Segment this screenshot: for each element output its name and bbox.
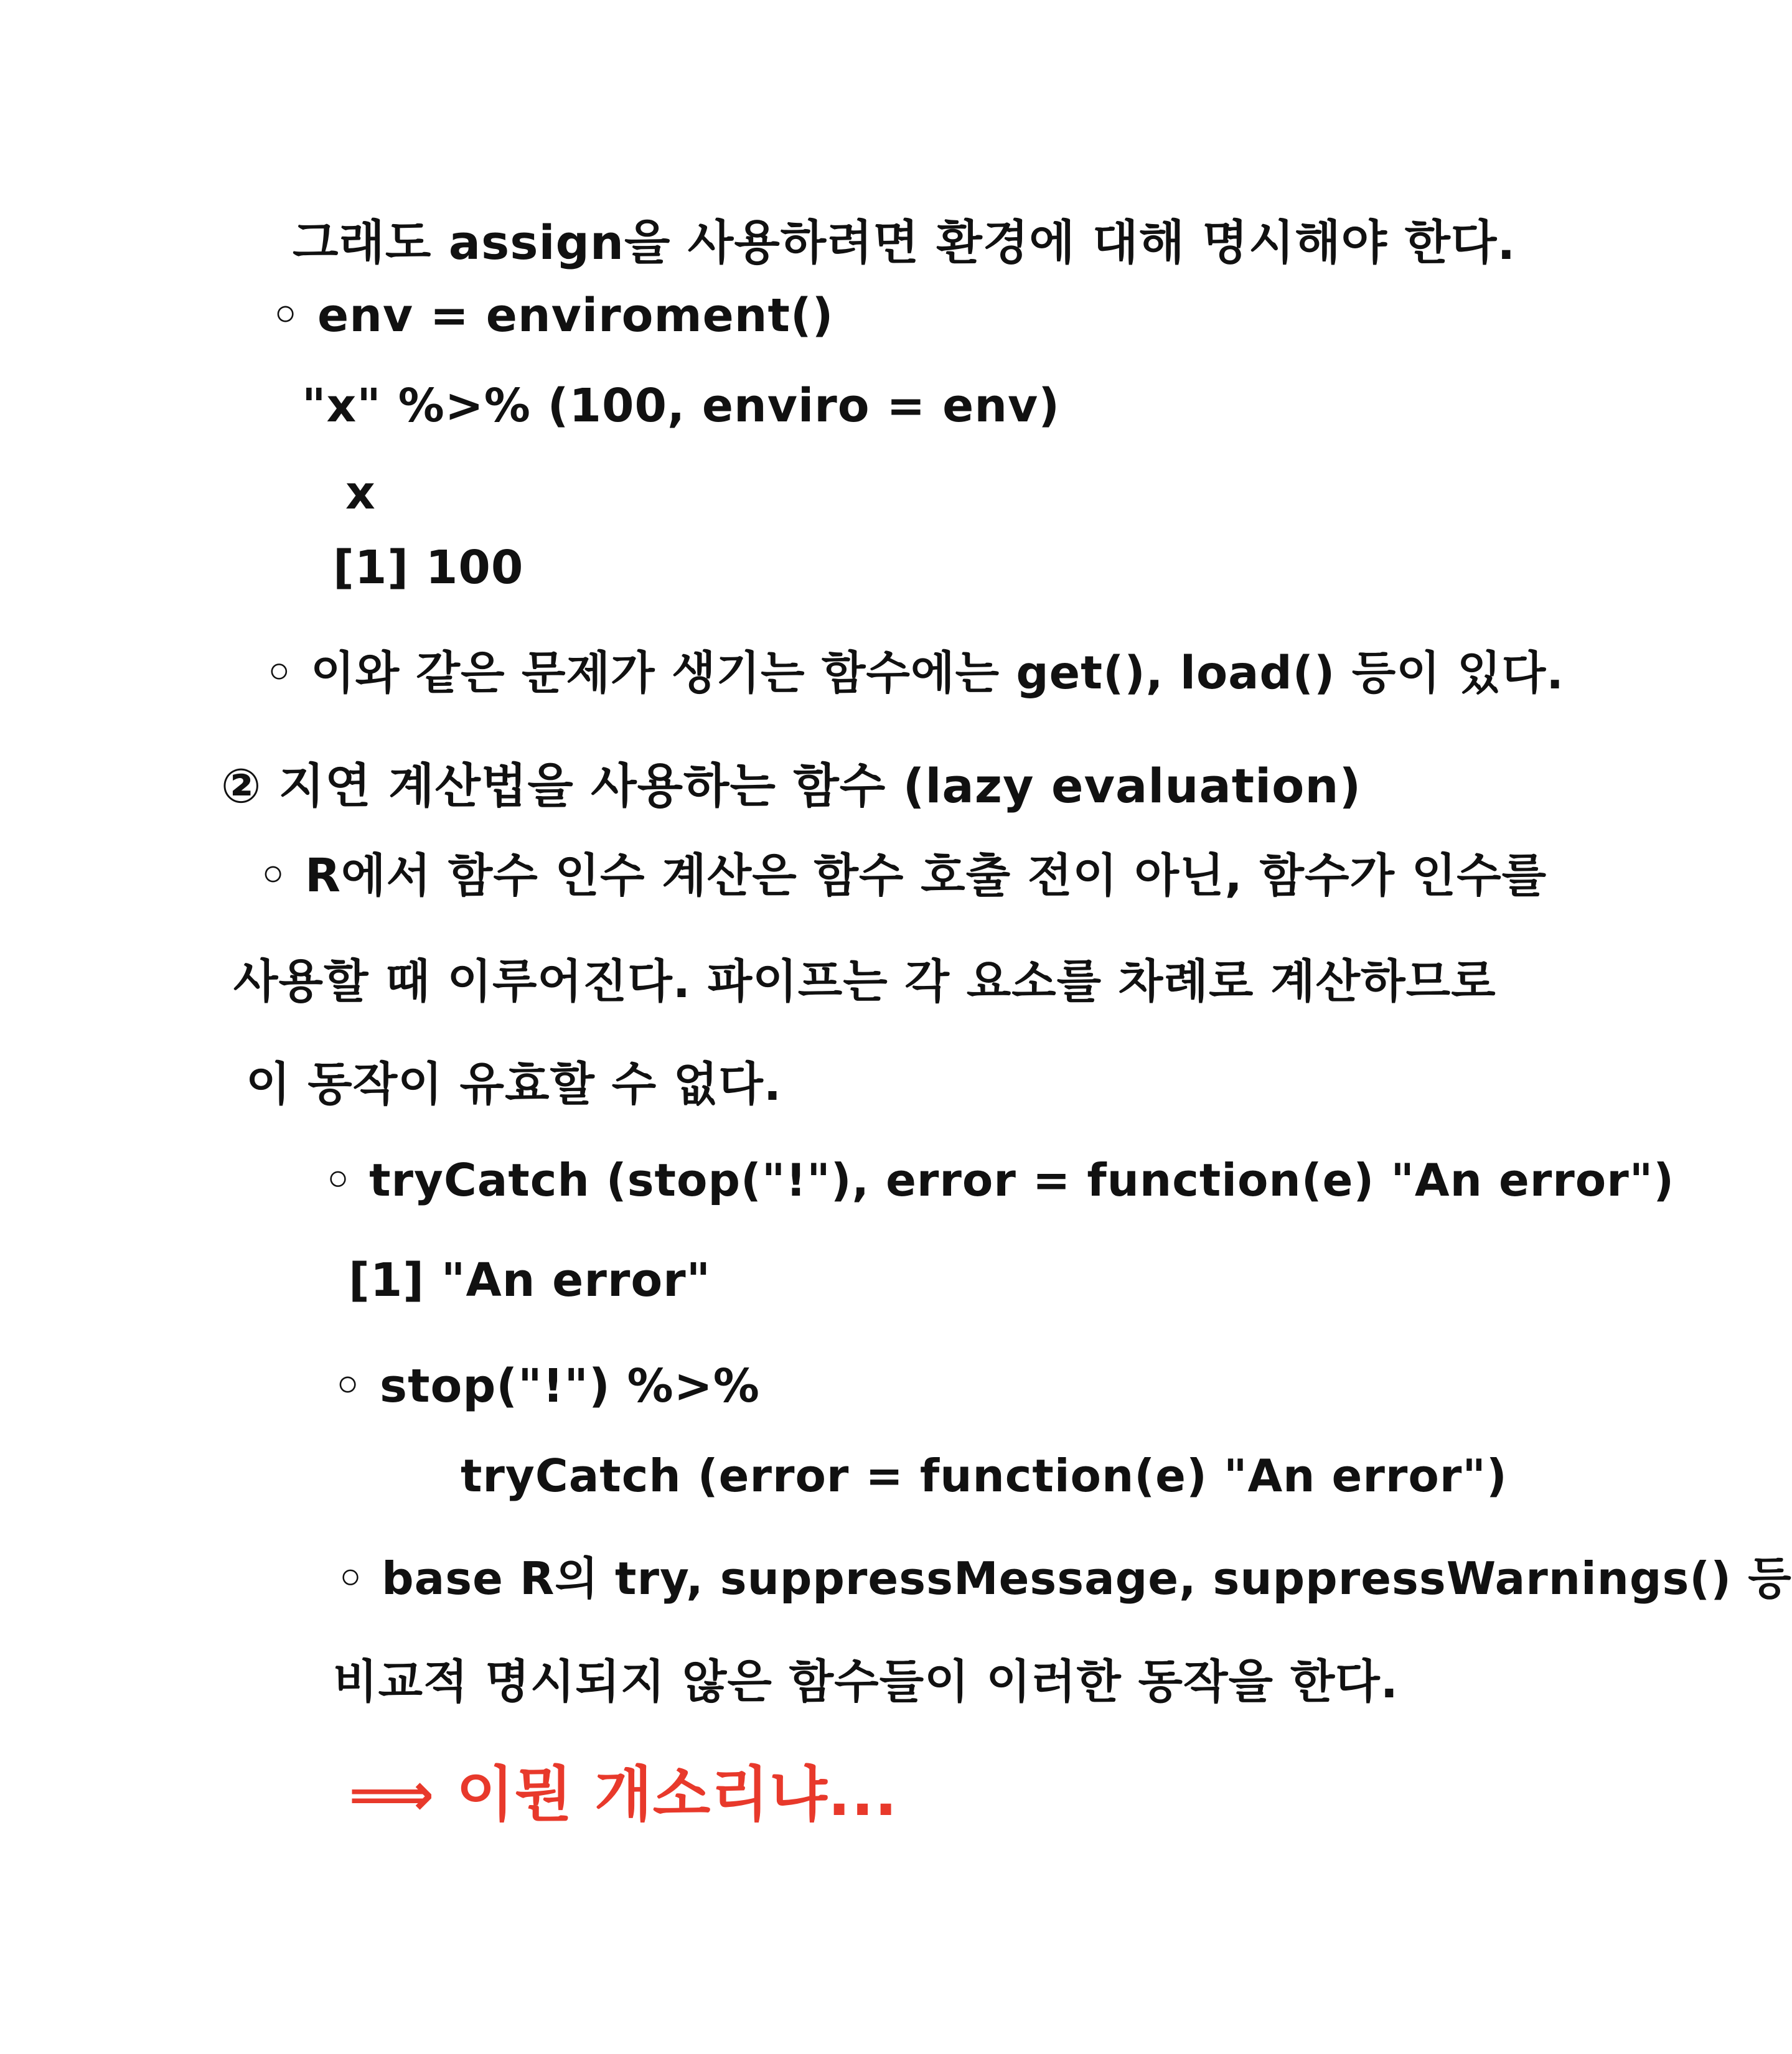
note-line-15: ◦ base R의 try, suppressMessage, suppressWarnings() 등 [336,1552,1792,1605]
note-line-17-red: ⟹ 이뭔 개소리냐... [349,1760,898,1829]
note-line-5: [1] 100 [333,541,524,594]
note-line-7: ② 지연 계산법을 사용하는 함수 (lazy evaluation) [221,758,1362,814]
note-line-9: 사용할 때 이루어진다. 파이프는 각 요소를 차례로 계산하므로 [233,955,1496,1008]
note-line-10: 이 동작이 유효할 수 없다. [246,1057,782,1111]
note-line-3: "x" %>% (100, enviro = env) [302,379,1061,433]
note-line-14: tryCatch (error = function(e) "An error") [461,1450,1508,1502]
note-line-4: x [345,466,376,520]
note-line-11: ◦ tryCatch (stop("!"), error = function(e) "An error") [324,1154,1675,1206]
note-line-13: ◦ stop("!") %>% [333,1359,760,1413]
note-line-2: ◦ env = enviroment() [271,289,834,342]
note-line-12: [1] "An error" [349,1254,711,1307]
note-line-8: ◦ R에서 함수 인수 계산은 함수 호출 전이 아닌, 함수가 인수를 [258,849,1547,903]
note-line-1: 그래도 assign을 사용하려면 환경에 대해 명시해야 한다. [293,215,1516,270]
note-line-6: ◦ 이와 같은 문제가 생기는 함수에는 get(), load() 등이 있다. [265,647,1564,700]
note-line-16: 비교적 명시되지 않은 함수들이 이러한 동작을 한다. [333,1655,1399,1709]
